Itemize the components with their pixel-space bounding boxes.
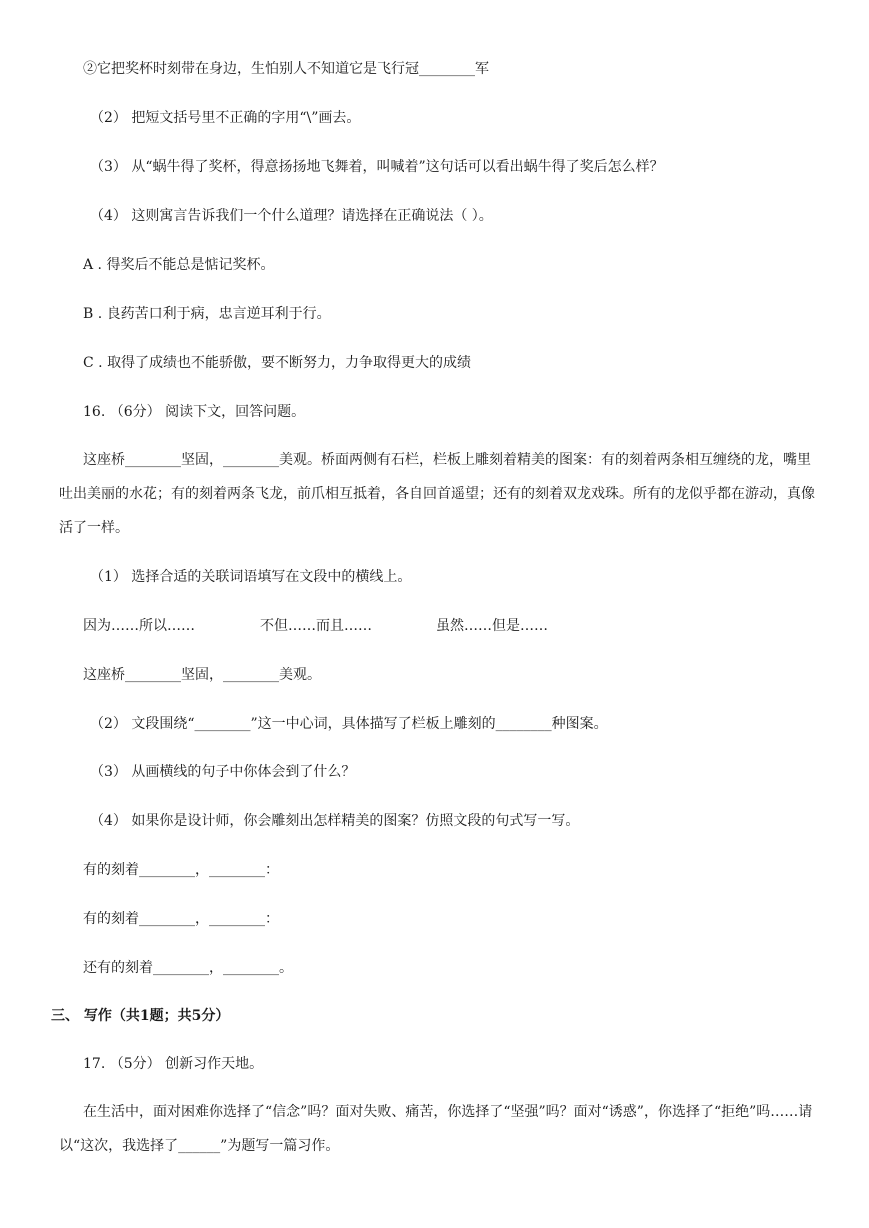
- question-17-header: 17. （5分） 创新习作天地。: [83, 1056, 264, 1072]
- conjunction-option-2: 不但……而且……: [260, 618, 372, 634]
- q16-part-2: （2） 文段围绕“________”这一中心词，具体描写了栏板上雕刻的________种图案。: [90, 716, 608, 732]
- option-c: C . 取得了成绩也不能骄傲，要不断努力，力争取得更大的成绩: [83, 355, 472, 371]
- imitation-line-1: 有的刻着________，________：: [83, 862, 279, 878]
- imitation-line-2: 有的刻着________，________：: [83, 911, 279, 927]
- q15-sub-item-2: ②它把奖杯时刻带在身边，生怕别人不知道它是飞行冠________军: [83, 61, 489, 77]
- q16-part-3: （3） 从画横线的句子中你体会到了什么？: [90, 764, 356, 780]
- conjunction-option-3: 虽然……但是……: [436, 618, 548, 634]
- section-3-heading: 三、 写作（共1题；共5分）: [51, 1008, 230, 1024]
- conjunction-option-1: 因为……所以……: [83, 618, 195, 634]
- imitation-line-3: 还有的刻着________，________。: [83, 960, 293, 976]
- reading-passage: 这座桥________坚固，________美观。桥面两侧有石栏，栏板上雕刻着精美的图案：有的刻着两条相互缠绕的龙，嘴里吐出美丽的水花；有的刻着两条飞龙，前爪相互抵着，各自回首遥望；还有的刻着双龙戏珠。所有的龙似乎都在游动，真像活了一样。: [59, 452, 815, 536]
- q15-part-2: （2） 把短文括号里不正确的字用“\”画去。: [90, 110, 361, 126]
- q16-part-1: （1） 选择合适的关联词语填写在文段中的横线上。: [90, 569, 412, 585]
- question-16-header: 16. （6分） 阅读下文，回答问题。: [83, 404, 306, 420]
- q16-part-4: （4） 如果你是设计师，你会雕刻出怎样精美的图案？仿照文段的句式写一写。: [90, 813, 580, 829]
- q15-part-4: （4） 这则寓言告诉我们一个什么道理？请选择在正确说法（ ）。: [90, 208, 493, 224]
- option-a: A . 得奖后不能总是惦记奖杯。: [83, 257, 275, 273]
- fill-in-sentence: 这座桥________坚固，________美观。: [83, 667, 321, 683]
- option-b: B . 良药苦口利于病，忠言逆耳利于行。: [83, 306, 331, 322]
- q15-part-3: （3） 从“蜗牛得了奖杯，得意扬扬地飞舞着，叫喊着”这句话可以看出蜗牛得了奖后怎么样？: [90, 159, 664, 175]
- conjunction-options: [83, 616, 548, 636]
- writing-prompt: 在生活中，面对困难你选择了“信念”吗？面对失败、痛苦，你选择了“坚强”吗？面对“诱惑”，你选择了“拒绝”吗……请以“这次，我选择了______”为题写一篇习作。: [59, 1104, 813, 1154]
